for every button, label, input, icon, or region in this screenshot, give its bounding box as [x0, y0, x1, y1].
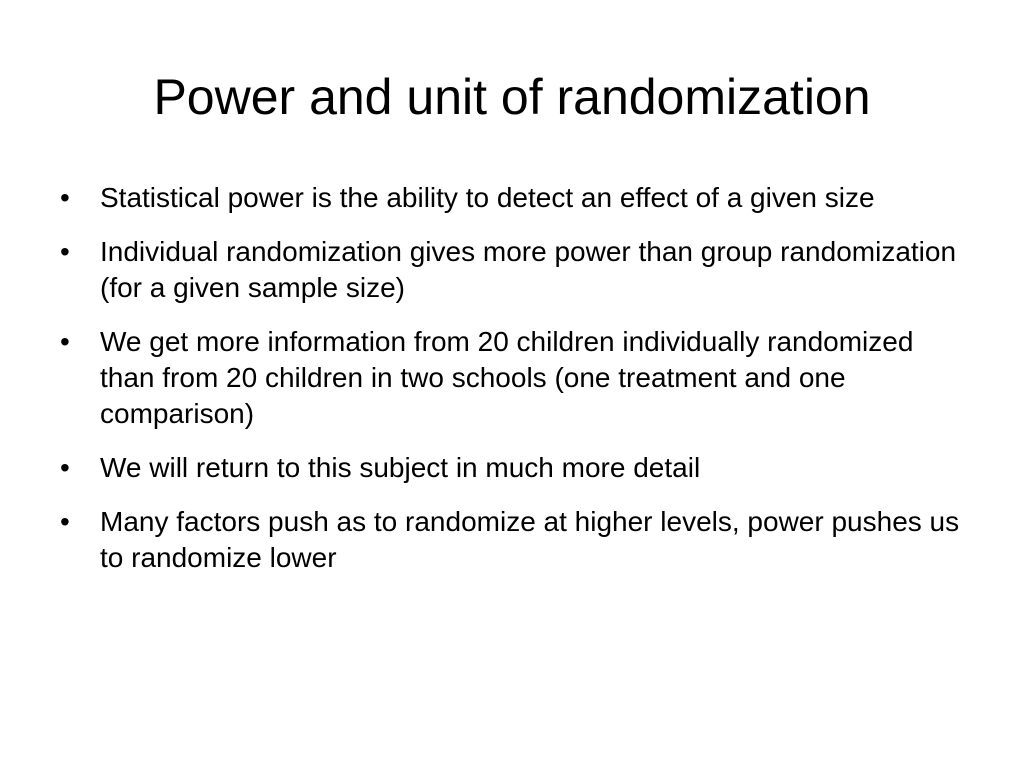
bullet-text: Many factors push as to randomize at higher levels, power pushes us to randomize lower [100, 506, 960, 573]
slide-title: Power and unit of randomization [153, 69, 871, 125]
bullet-item [60, 504, 970, 576]
bullet-item [60, 324, 970, 432]
bullet-text: We get more information from 20 children individually randomized than from 20 children in two schools (one treatment and one comparison) [100, 326, 914, 429]
bullet-text: Statistical power is the ability to detect an effect of a given size [100, 182, 875, 213]
bullet-dot-icon: • [60, 326, 70, 357]
bullet-item [60, 450, 970, 486]
bullet-item [60, 234, 970, 306]
bullet-dot-icon: • [60, 506, 70, 537]
bullet-text: We will return to this subject in much more detail [100, 452, 701, 483]
bullet-text: Individual randomization gives more power than group randomization (for a given sample size) [100, 236, 957, 303]
bullet-dot-icon: • [60, 452, 70, 483]
bullet-dot-icon: • [60, 182, 70, 213]
bullet-dot-icon: • [60, 236, 70, 267]
bullet-item [60, 180, 970, 216]
bullet-list [60, 180, 970, 594]
